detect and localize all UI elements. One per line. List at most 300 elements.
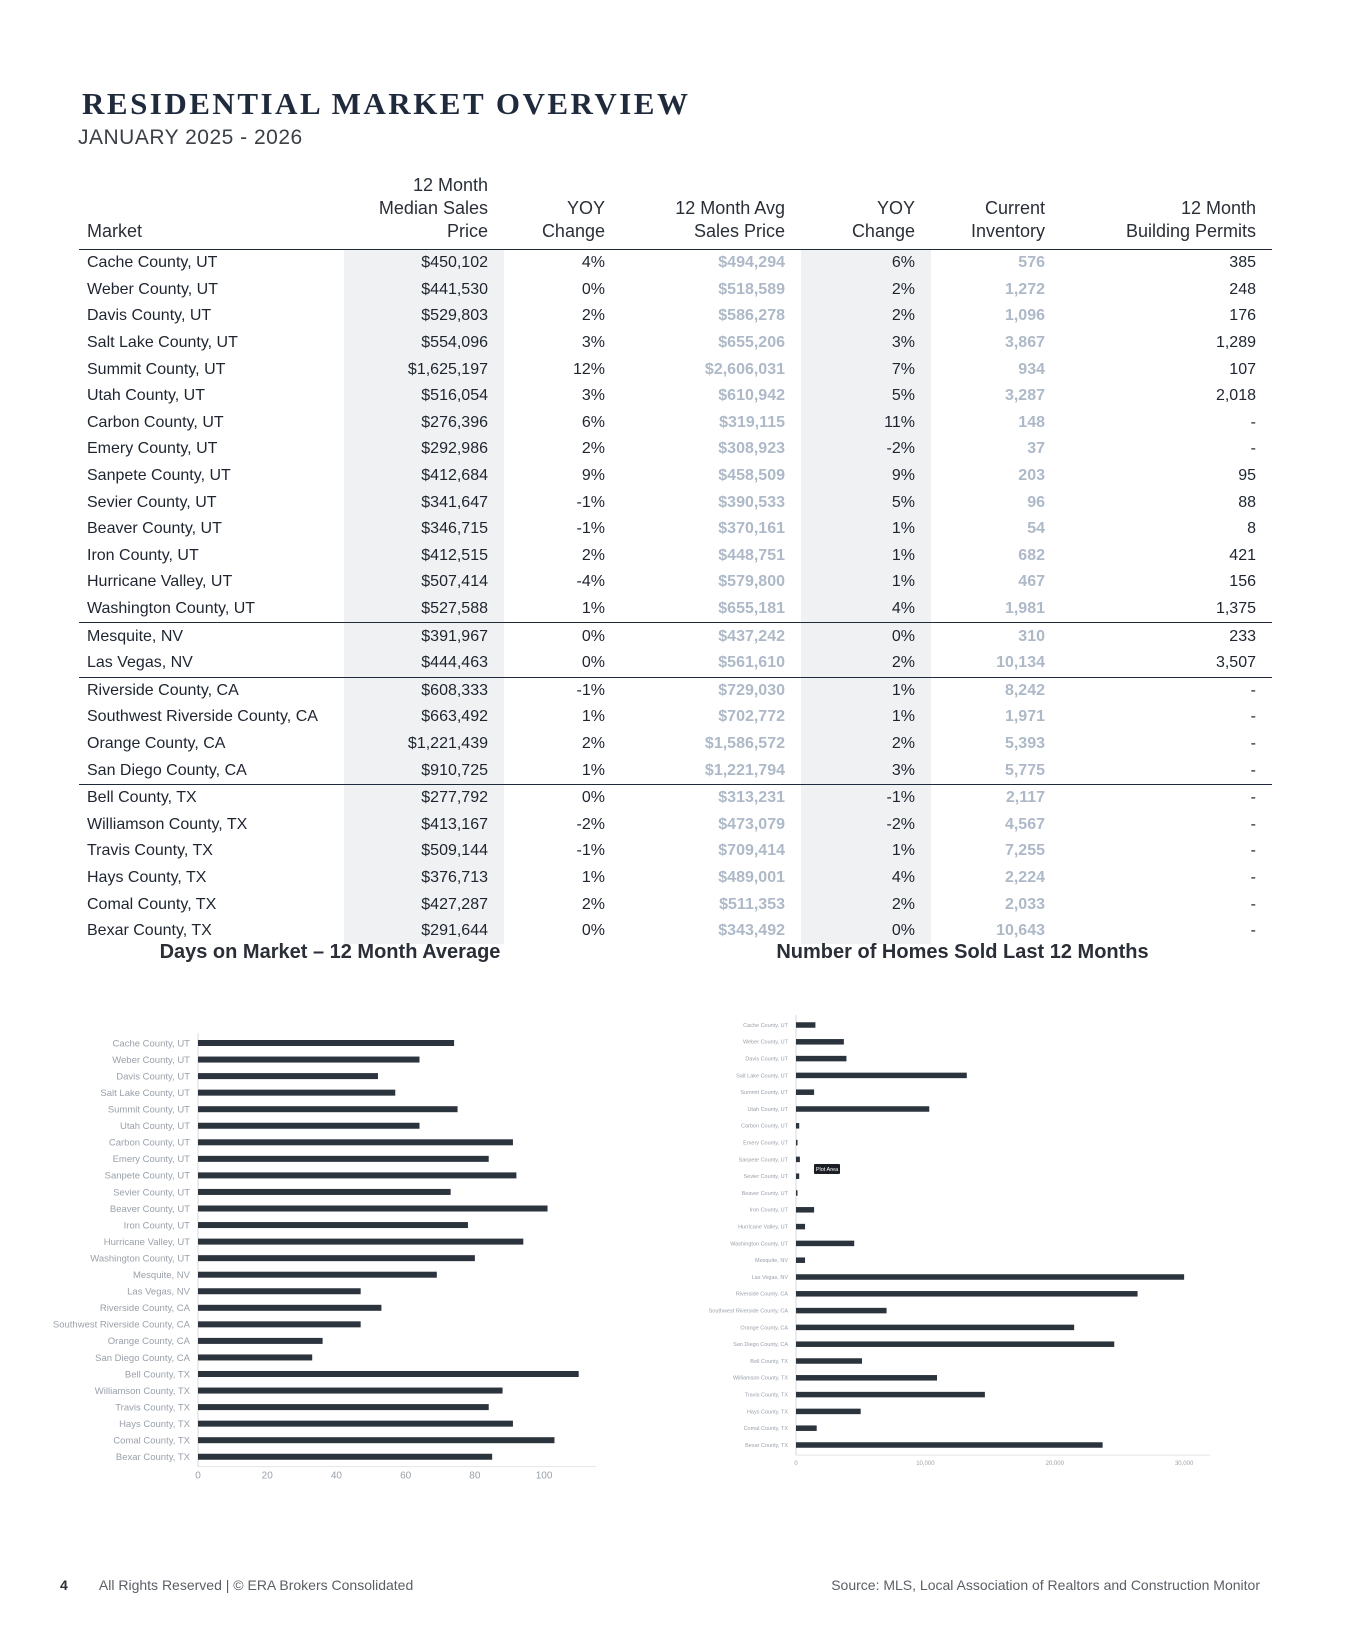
table-row — [79, 303, 1272, 330]
table-cell: 1% — [801, 704, 931, 731]
column-header-line2: Market — [87, 221, 143, 241]
bar — [198, 1090, 395, 1096]
x-tick-label: 0 — [195, 1470, 201, 1482]
table-cell: 5,775 — [1004, 761, 1045, 779]
bar — [796, 1308, 887, 1314]
table-cell: 156 — [1229, 573, 1256, 591]
category-label: Iron County, UT — [123, 1220, 190, 1232]
table-cell: 2% — [801, 650, 931, 677]
table-row — [79, 463, 1272, 490]
table-row — [79, 436, 1272, 463]
column-header-line2: Median Sales Price — [378, 198, 488, 241]
table-cell: - — [1250, 413, 1256, 431]
bar — [198, 1338, 323, 1344]
table-cell: 682 — [1018, 546, 1045, 564]
table-cell: $655,206 — [718, 334, 785, 352]
table-cell: -2% — [576, 815, 605, 833]
category-label: Las Vegas, NV — [127, 1286, 190, 1298]
table-cell: - — [1250, 761, 1256, 779]
table-cell: 1% — [801, 516, 931, 543]
category-label: Sevier County, UT — [113, 1187, 190, 1199]
table-row — [79, 677, 1272, 704]
category-label: Bell County, TX — [750, 1358, 788, 1365]
bar — [796, 1257, 805, 1263]
table-cell: 1,375 — [1215, 600, 1256, 618]
bar — [796, 1022, 815, 1028]
bar — [796, 1056, 846, 1062]
table-row — [79, 650, 1272, 677]
table-cell: $910,725 — [344, 757, 504, 784]
market-name-cell: Las Vegas, NV — [87, 654, 193, 672]
bar — [198, 1404, 489, 1410]
category-label: Cache County, UT — [112, 1038, 190, 1050]
bar — [198, 1454, 492, 1460]
table-cell: 4,567 — [1004, 815, 1045, 833]
market-name-cell: Utah County, UT — [87, 387, 205, 405]
table-cell: $390,533 — [718, 493, 785, 511]
category-label: Bell County, TX — [124, 1369, 190, 1381]
market-name-cell: Davis County, UT — [87, 307, 212, 325]
category-label: Hays County, TX — [119, 1418, 190, 1430]
table-cell: $346,715 — [344, 516, 504, 543]
market-name-cell: Riverside County, CA — [79, 677, 344, 704]
category-label: Hurricane Valley, UT — [103, 1236, 190, 1248]
category-label: Washington County, UT — [90, 1253, 190, 1265]
table-cell: - — [1250, 440, 1256, 458]
bar — [796, 1392, 985, 1398]
table-cell: 233 — [1061, 623, 1272, 650]
table-cell: $412,515 — [344, 543, 504, 570]
table-cell: $413,167 — [344, 811, 504, 838]
category-label: Southwest Riverside County, CA — [708, 1308, 788, 1315]
table-cell: 7% — [801, 356, 931, 383]
table-cell: 2% — [581, 734, 605, 752]
table-cell: $509,144 — [344, 838, 504, 865]
table-cell: $494,294 — [718, 254, 785, 272]
bar — [796, 1274, 1184, 1280]
page-subtitle: JANUARY 2025 - 2026 — [78, 126, 303, 149]
table-cell: 3% — [581, 387, 605, 405]
category-label: Davis County, UT — [116, 1071, 190, 1083]
table-cell: 2% — [581, 895, 605, 913]
column-header-line1: YOY — [566, 198, 605, 218]
dom-chart-title: Days on Market – 12 Month Average — [159, 941, 501, 963]
table-cell: 0% — [581, 654, 605, 672]
table-cell: - — [1250, 815, 1256, 833]
table-row — [79, 891, 1272, 918]
table-cell: -4% — [576, 573, 605, 591]
table-cell: 4% — [801, 596, 931, 623]
market-name-cell: Orange County, CA — [87, 734, 226, 752]
table-cell: 54 — [1027, 520, 1045, 538]
table-cell: 1% — [581, 868, 605, 886]
x-tick-label: 60 — [400, 1470, 412, 1482]
table-row — [79, 330, 1272, 357]
table-row — [79, 865, 1272, 892]
table-cell: 5% — [801, 489, 931, 516]
table-cell: 4% — [801, 865, 931, 892]
category-label: Carbon County, UT — [741, 1123, 788, 1130]
table-cell: $437,242 — [621, 623, 801, 650]
bar — [796, 1425, 817, 1431]
bar — [198, 1206, 548, 1212]
bar — [796, 1106, 929, 1112]
table-cell: 1,289 — [1215, 334, 1256, 352]
category-label: Beaver County, UT — [109, 1203, 190, 1215]
table-cell: 2,224 — [1004, 868, 1045, 886]
category-label: Riverside County, CA — [735, 1291, 788, 1298]
bar — [796, 1173, 799, 1179]
table-cell: 176 — [1229, 307, 1256, 325]
table-cell: $341,647 — [344, 489, 504, 516]
table-cell: 8 — [1247, 520, 1256, 538]
bar — [796, 1409, 861, 1415]
table-cell: $489,001 — [718, 868, 785, 886]
table-cell: $1,221,439 — [344, 731, 504, 758]
page-number: 4 — [60, 1577, 68, 1593]
bar — [198, 1040, 454, 1046]
bar — [796, 1224, 805, 1230]
category-label: Comal County, TX — [113, 1435, 190, 1447]
table-cell: $458,509 — [718, 467, 785, 485]
bar — [796, 1207, 814, 1213]
table-cell: $2,606,031 — [704, 360, 785, 378]
table-cell: 2% — [581, 546, 605, 564]
table-cell: $427,287 — [344, 891, 504, 918]
table-row — [79, 811, 1272, 838]
bar — [796, 1358, 862, 1364]
bar — [198, 1255, 475, 1261]
bar — [796, 1241, 854, 1247]
column-header — [1061, 170, 1272, 250]
category-label: Utah County, UT — [119, 1121, 190, 1133]
market-name-cell: Southwest Riverside County, CA — [87, 708, 318, 726]
category-label: Travis County, TX — [744, 1392, 788, 1399]
category-label: Comal County, TX — [743, 1426, 788, 1433]
table-cell: 1% — [801, 543, 931, 570]
column-header-line1: 12 Month — [1180, 198, 1256, 218]
table-cell: 1,971 — [1004, 708, 1045, 726]
table-cell: $610,942 — [718, 387, 785, 405]
table-cell: 2% — [801, 303, 931, 330]
table-cell: $473,079 — [718, 815, 785, 833]
table-cell: $507,414 — [344, 569, 504, 596]
bar — [796, 1157, 800, 1163]
table-row — [79, 277, 1272, 304]
column-header-line2: Sales Price — [693, 221, 785, 241]
table-cell: -2% — [801, 811, 931, 838]
plot-area-tooltip — [814, 1164, 840, 1174]
table-cell: -2% — [801, 436, 931, 463]
tooltip-text: Plot Area — [815, 1167, 839, 1173]
table-row — [79, 383, 1272, 410]
category-label: Sanpete County, UT — [104, 1170, 190, 1182]
table-cell: 148 — [1018, 413, 1045, 431]
table-cell: 934 — [1018, 360, 1045, 378]
table-cell: $529,803 — [344, 303, 504, 330]
table-row — [79, 410, 1272, 437]
market-name-cell: Beaver County, UT — [87, 520, 222, 538]
category-label: Summit County, UT — [107, 1104, 190, 1116]
table-cell: 6% — [801, 250, 931, 277]
table-cell: 3,867 — [1004, 334, 1045, 352]
table-cell: -1% — [576, 842, 605, 860]
table-cell: 4% — [581, 254, 605, 272]
table-cell: - — [1250, 922, 1256, 940]
bar — [198, 1421, 513, 1427]
table-cell: 1% — [581, 761, 605, 779]
table-cell: 10,643 — [996, 922, 1045, 940]
market-table — [79, 170, 1272, 944]
table-cell: $516,054 — [344, 383, 504, 410]
table-cell: 88 — [1238, 493, 1256, 511]
bar — [198, 1354, 312, 1360]
table-cell: -1% — [576, 493, 605, 511]
table-cell: -1% — [504, 677, 621, 704]
table-cell: 6% — [581, 413, 605, 431]
table-row — [79, 838, 1272, 865]
table-cell: $319,115 — [719, 413, 785, 431]
category-label: Williamson County, TX — [732, 1375, 788, 1382]
bar — [198, 1106, 458, 1112]
table-cell: $448,751 — [718, 546, 785, 564]
table-cell: 9% — [581, 467, 605, 485]
table-cell: 3% — [801, 330, 931, 357]
market-name-cell: Summit County, UT — [87, 360, 226, 378]
category-label: Orange County, CA — [740, 1325, 788, 1332]
table-cell: $412,684 — [344, 463, 504, 490]
table-row — [79, 250, 1272, 277]
table-cell: 96 — [1027, 493, 1045, 511]
table-cell: 0% — [801, 623, 931, 650]
table-cell: $292,986 — [344, 436, 504, 463]
table-cell: - — [1250, 895, 1256, 913]
category-label: Mesquite, NV — [754, 1258, 788, 1265]
table-cell: $391,967 — [344, 623, 504, 650]
table-cell: -1% — [801, 784, 931, 811]
table-cell: $370,161 — [718, 520, 785, 538]
market-name-cell: Salt Lake County, UT — [87, 334, 238, 352]
table-cell: $1,586,572 — [704, 734, 785, 752]
table-cell: - — [1061, 784, 1272, 811]
table-row — [79, 623, 1272, 650]
table-cell: $511,353 — [719, 895, 785, 913]
bar — [198, 1239, 523, 1245]
market-name-cell: Cache County, UT — [87, 254, 218, 272]
table-cell: 1% — [581, 708, 605, 726]
column-header — [79, 170, 344, 250]
column-header — [931, 170, 1061, 250]
table-cell: $655,181 — [718, 600, 785, 618]
homes-sold-chart — [660, 985, 1260, 1468]
market-name-cell: Williamson County, TX — [87, 815, 248, 833]
x-tick-label: 0 — [794, 1461, 798, 1468]
table-cell: $702,772 — [718, 708, 785, 726]
table-cell: $709,414 — [718, 842, 785, 860]
table-cell: 203 — [1018, 467, 1045, 485]
bar — [796, 1089, 814, 1095]
market-name-cell: Hurricane Valley, UT — [87, 573, 233, 591]
table-cell: 467 — [1018, 573, 1045, 591]
table-row — [79, 596, 1272, 623]
table-cell: 1,096 — [1004, 307, 1045, 325]
table-cell: 3,507 — [1215, 654, 1256, 672]
table-cell: 0% — [504, 623, 621, 650]
bar — [198, 1172, 516, 1178]
table-row — [79, 731, 1272, 758]
table-cell: $586,278 — [718, 307, 785, 325]
bar — [198, 1288, 361, 1294]
category-label: Emery County, UT — [112, 1154, 190, 1166]
table-cell: $579,800 — [718, 573, 785, 591]
column-header — [504, 170, 621, 250]
table-cell: 2% — [801, 277, 931, 304]
table-cell: $518,589 — [718, 280, 785, 298]
category-label: San Diego County, CA — [95, 1352, 190, 1364]
category-label: Salt Lake County, UT — [100, 1087, 190, 1099]
category-label: Iron County, UT — [749, 1207, 788, 1214]
x-tick-label: 40 — [330, 1470, 342, 1482]
category-label: San Diego County, CA — [733, 1342, 788, 1349]
table-cell: 576 — [1018, 254, 1045, 272]
table-cell: 3,287 — [1004, 387, 1045, 405]
x-tick-label: 30,000 — [1174, 1461, 1194, 1468]
table-row — [79, 489, 1272, 516]
table-row — [79, 543, 1272, 570]
bar — [198, 1222, 468, 1228]
table-cell: $444,463 — [344, 650, 504, 677]
footer-rights: All Rights Reserved | © ERA Brokers Consolidated — [98, 1577, 414, 1593]
category-label: Orange County, CA — [107, 1336, 190, 1348]
x-tick-label: 100 — [535, 1470, 553, 1482]
sold-chart-title: Number of Homes Sold Last 12 Months — [776, 941, 1149, 963]
bar — [198, 1123, 419, 1129]
table-cell: 1,272 — [1004, 280, 1045, 298]
page-title: RESIDENTIAL MARKET OVERVIEW — [82, 86, 691, 121]
table-body — [79, 250, 1272, 945]
column-header-line1: YOY — [876, 198, 915, 218]
category-label: Sanpete County, UT — [738, 1157, 788, 1164]
bar — [796, 1291, 1138, 1297]
table-cell: -1% — [576, 520, 605, 538]
table-cell: - — [1250, 708, 1256, 726]
table-cell: 2,033 — [1004, 895, 1045, 913]
category-label: Weber County, UT — [112, 1054, 190, 1066]
table-cell: 2% — [801, 731, 931, 758]
table-cell: $1,221,794 — [704, 761, 785, 779]
market-name-cell: Bexar County, TX — [87, 922, 212, 940]
category-label: Sevier County, UT — [743, 1174, 788, 1181]
table-cell: $376,713 — [344, 865, 504, 892]
bar — [796, 1375, 937, 1381]
category-label: Riverside County, CA — [99, 1303, 190, 1315]
bar — [198, 1057, 419, 1063]
table-cell: 0% — [581, 922, 605, 940]
table-cell: $291,644 — [344, 918, 504, 945]
bar — [796, 1325, 1074, 1331]
table-row — [79, 757, 1272, 784]
table-cell: - — [1061, 677, 1272, 704]
category-label: Emery County, UT — [743, 1140, 788, 1147]
market-name-cell: Travis County, TX — [87, 842, 213, 860]
category-label: Beaver County, UT — [741, 1190, 788, 1197]
column-header-line2: Building Permits — [1125, 221, 1256, 241]
table-cell: 0% — [581, 280, 605, 298]
table-cell: 8,242 — [931, 677, 1061, 704]
table-cell: $277,792 — [344, 784, 504, 811]
table-cell: 1% — [581, 600, 605, 618]
column-header-line1: Current — [984, 198, 1045, 218]
category-label: Salt Lake County, UT — [736, 1073, 788, 1080]
table-cell: $608,333 — [344, 677, 504, 704]
category-label: Utah County, UT — [747, 1106, 788, 1113]
column-header — [344, 170, 504, 250]
column-header-line2: Change — [541, 221, 605, 241]
bar — [796, 1190, 798, 1196]
column-header — [801, 170, 931, 250]
table-cell: $276,396 — [344, 410, 504, 437]
table-cell: 12% — [572, 360, 605, 378]
bar — [796, 1039, 844, 1045]
column-header-line2: Inventory — [970, 221, 1045, 241]
table-cell: 7,255 — [1004, 842, 1045, 860]
table-cell: 385 — [1229, 254, 1256, 272]
table-cell: 1,981 — [1004, 600, 1045, 618]
table-cell: $450,102 — [344, 250, 504, 277]
x-tick-label: 80 — [469, 1470, 481, 1482]
table-cell: - — [1250, 868, 1256, 886]
category-label: Bexar County, TX — [745, 1442, 788, 1449]
table-cell: 2% — [801, 891, 931, 918]
table-cell: $343,492 — [718, 922, 785, 940]
days-on-market-chart — [40, 990, 640, 1482]
category-label: Summit County, UT — [740, 1090, 788, 1097]
column-header-line1: 12 Month — [412, 175, 488, 195]
table-cell: 3% — [801, 757, 931, 784]
table-cell: 1% — [801, 838, 931, 865]
table-cell: 1% — [801, 569, 931, 596]
market-name-cell: Weber County, UT — [87, 280, 219, 298]
table-row — [79, 704, 1272, 731]
bar — [198, 1139, 513, 1145]
market-name-cell: Mesquite, NV — [79, 623, 344, 650]
category-label: Las Vegas, NV — [751, 1274, 788, 1281]
bar — [198, 1272, 437, 1278]
table-cell: 2,018 — [1215, 387, 1256, 405]
table-cell: 2,117 — [931, 784, 1061, 811]
footer-source: Source: MLS, Local Association of Realtors and Construction Monitor — [831, 1577, 1260, 1593]
bar — [796, 1140, 798, 1146]
category-label: Washington County, UT — [730, 1241, 788, 1248]
table-cell: 10,134 — [996, 654, 1045, 672]
bar — [198, 1388, 503, 1394]
table-cell: 3% — [581, 334, 605, 352]
table-cell: 1% — [801, 677, 931, 704]
bar — [198, 1156, 489, 1162]
table-cell: - — [1250, 734, 1256, 752]
table-cell: $1,625,197 — [344, 356, 504, 383]
market-name-cell: Hays County, TX — [87, 868, 207, 886]
market-table-container — [79, 170, 1272, 944]
bar — [198, 1189, 451, 1195]
category-label: Southwest Riverside County, CA — [52, 1319, 190, 1331]
table-cell: 95 — [1238, 467, 1256, 485]
category-label: Davis County, UT — [745, 1056, 788, 1063]
table-cell: - — [1250, 842, 1256, 860]
market-name-cell: Bell County, TX — [79, 784, 344, 811]
table-cell: 9% — [801, 463, 931, 490]
table-cell: 421 — [1229, 546, 1256, 564]
